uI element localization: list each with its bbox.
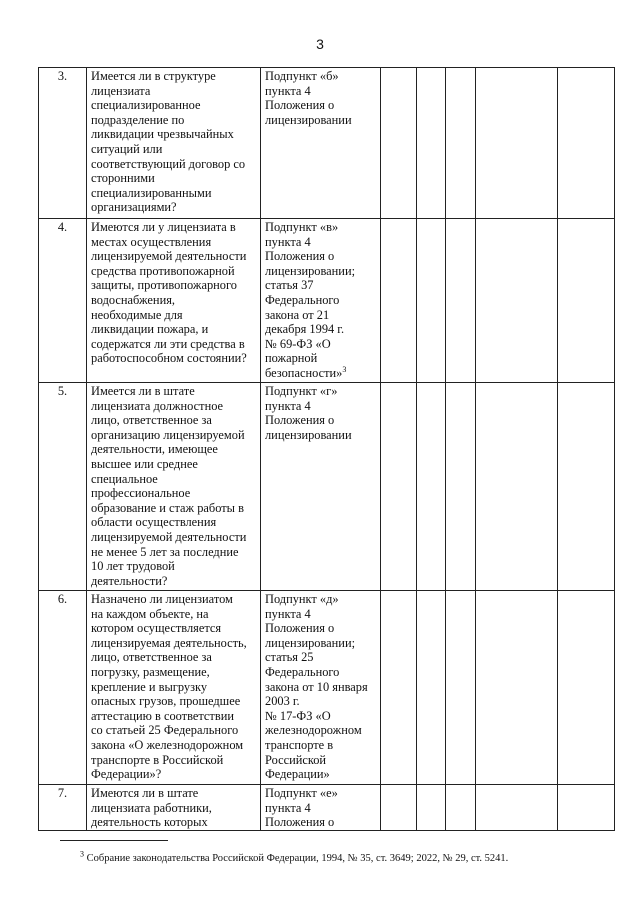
page-number: 3 [316, 36, 324, 52]
table-row [39, 785, 615, 831]
answer-yes-cell[interactable] [381, 383, 417, 591]
answer-no-cell[interactable] [417, 219, 446, 383]
notes-cell[interactable] [476, 785, 558, 831]
answer-na-cell[interactable] [446, 785, 476, 831]
answer-yes-cell[interactable] [381, 785, 417, 831]
requirement-question: Назначено ли лицензиатом на каждом объекте, на котором осуществляется лицензируемая деятельность, лицо, ответственное за погрузку, размещение, крепление и выгрузку опасных грузов, прошедшее аттестацию в соответствии со статьей 25 Федерального закона «О железнодорожном транспорте в Российской Федерации»? [87, 591, 261, 785]
notes-cell[interactable] [476, 383, 558, 591]
legal-reference: Подпункт «е» пункта 4 Положения о [261, 785, 381, 831]
footnote-divider [60, 840, 168, 841]
answer-na-cell[interactable] [446, 219, 476, 383]
comment-cell[interactable] [558, 219, 615, 383]
comment-cell[interactable] [558, 785, 615, 831]
requirement-question: Имеются ли в штате лицензиата работники, деятельность которых [87, 785, 261, 831]
legal-reference: Подпункт «в» пункта 4 Положения о лицензировании; статья 37 Федерального закона от 21 декабря 1994 г. № 69-ФЗ «О пожарной безопасности»$^3$ [261, 219, 381, 383]
footnote-ref: 3 [342, 364, 347, 374]
footnote-text: Собрание законодательства Российской Федерации, 1994, № 35, ст. 3649; 2022, № 29, ст. 5241. [86, 853, 509, 864]
answer-na-cell[interactable] [446, 68, 476, 219]
row-number: 7. [39, 785, 87, 831]
answer-no-cell[interactable] [417, 785, 446, 831]
requirement-question: Имеются ли у лицензиата в местах осуществления лицензируемой деятельности средства противопожарной защиты, противопожарного водоснабжения, необходимые для ликвидации пожара, и содержатся ли эти средства в работоспособном состоянии? [87, 219, 261, 383]
notes-cell[interactable] [476, 591, 558, 785]
table-row [39, 219, 615, 383]
answer-na-cell[interactable] [446, 383, 476, 591]
legal-reference: Подпункт «б» пункта 4 Положения о лицензировании [261, 68, 381, 219]
row-number: 3. [39, 68, 87, 219]
comment-cell[interactable] [558, 68, 615, 219]
legal-reference: Подпункт «г» пункта 4 Положения о лицензировании [261, 383, 381, 591]
table-row [39, 591, 615, 785]
notes-cell[interactable] [476, 68, 558, 219]
checklist-table [38, 67, 615, 831]
requirement-question: Имеется ли в штате лицензиата должностное лицо, ответственное за организацию лицензируемой деятельности, имеющее высшее или среднее специальное профессиональное образование и стаж работы в области осуществления лицензируемой деятельности не менее 5 лет за последние 10 лет трудовой деятельности? [87, 383, 261, 591]
comment-cell[interactable] [558, 383, 615, 591]
requirement-question: Имеется ли в структуре лицензиата специализированное подразделение по ликвидации чрезвычайных ситуаций или соответствующий договор со сторонними специализированными организациями? [87, 68, 261, 219]
answer-yes-cell[interactable] [381, 219, 417, 383]
answer-yes-cell[interactable] [381, 591, 417, 785]
answer-no-cell[interactable] [417, 591, 446, 785]
table-row [39, 383, 615, 591]
table-row [39, 68, 615, 219]
answer-yes-cell[interactable] [381, 68, 417, 219]
row-number: 4. [39, 219, 87, 383]
footnote [80, 849, 509, 864]
answer-no-cell[interactable] [417, 68, 446, 219]
footnote-marker: 3 [80, 849, 84, 859]
legal-reference: Подпункт «д» пункта 4 Положения о лицензировании; статья 25 Федерального закона от 10 января 2003 г. № 17-ФЗ «О железнодорожном транспорте в Российской Федерации» [261, 591, 381, 785]
row-number: 5. [39, 383, 87, 591]
comment-cell[interactable] [558, 591, 615, 785]
answer-na-cell[interactable] [446, 591, 476, 785]
answer-no-cell[interactable] [417, 383, 446, 591]
row-number: 6. [39, 591, 87, 785]
notes-cell[interactable] [476, 219, 558, 383]
